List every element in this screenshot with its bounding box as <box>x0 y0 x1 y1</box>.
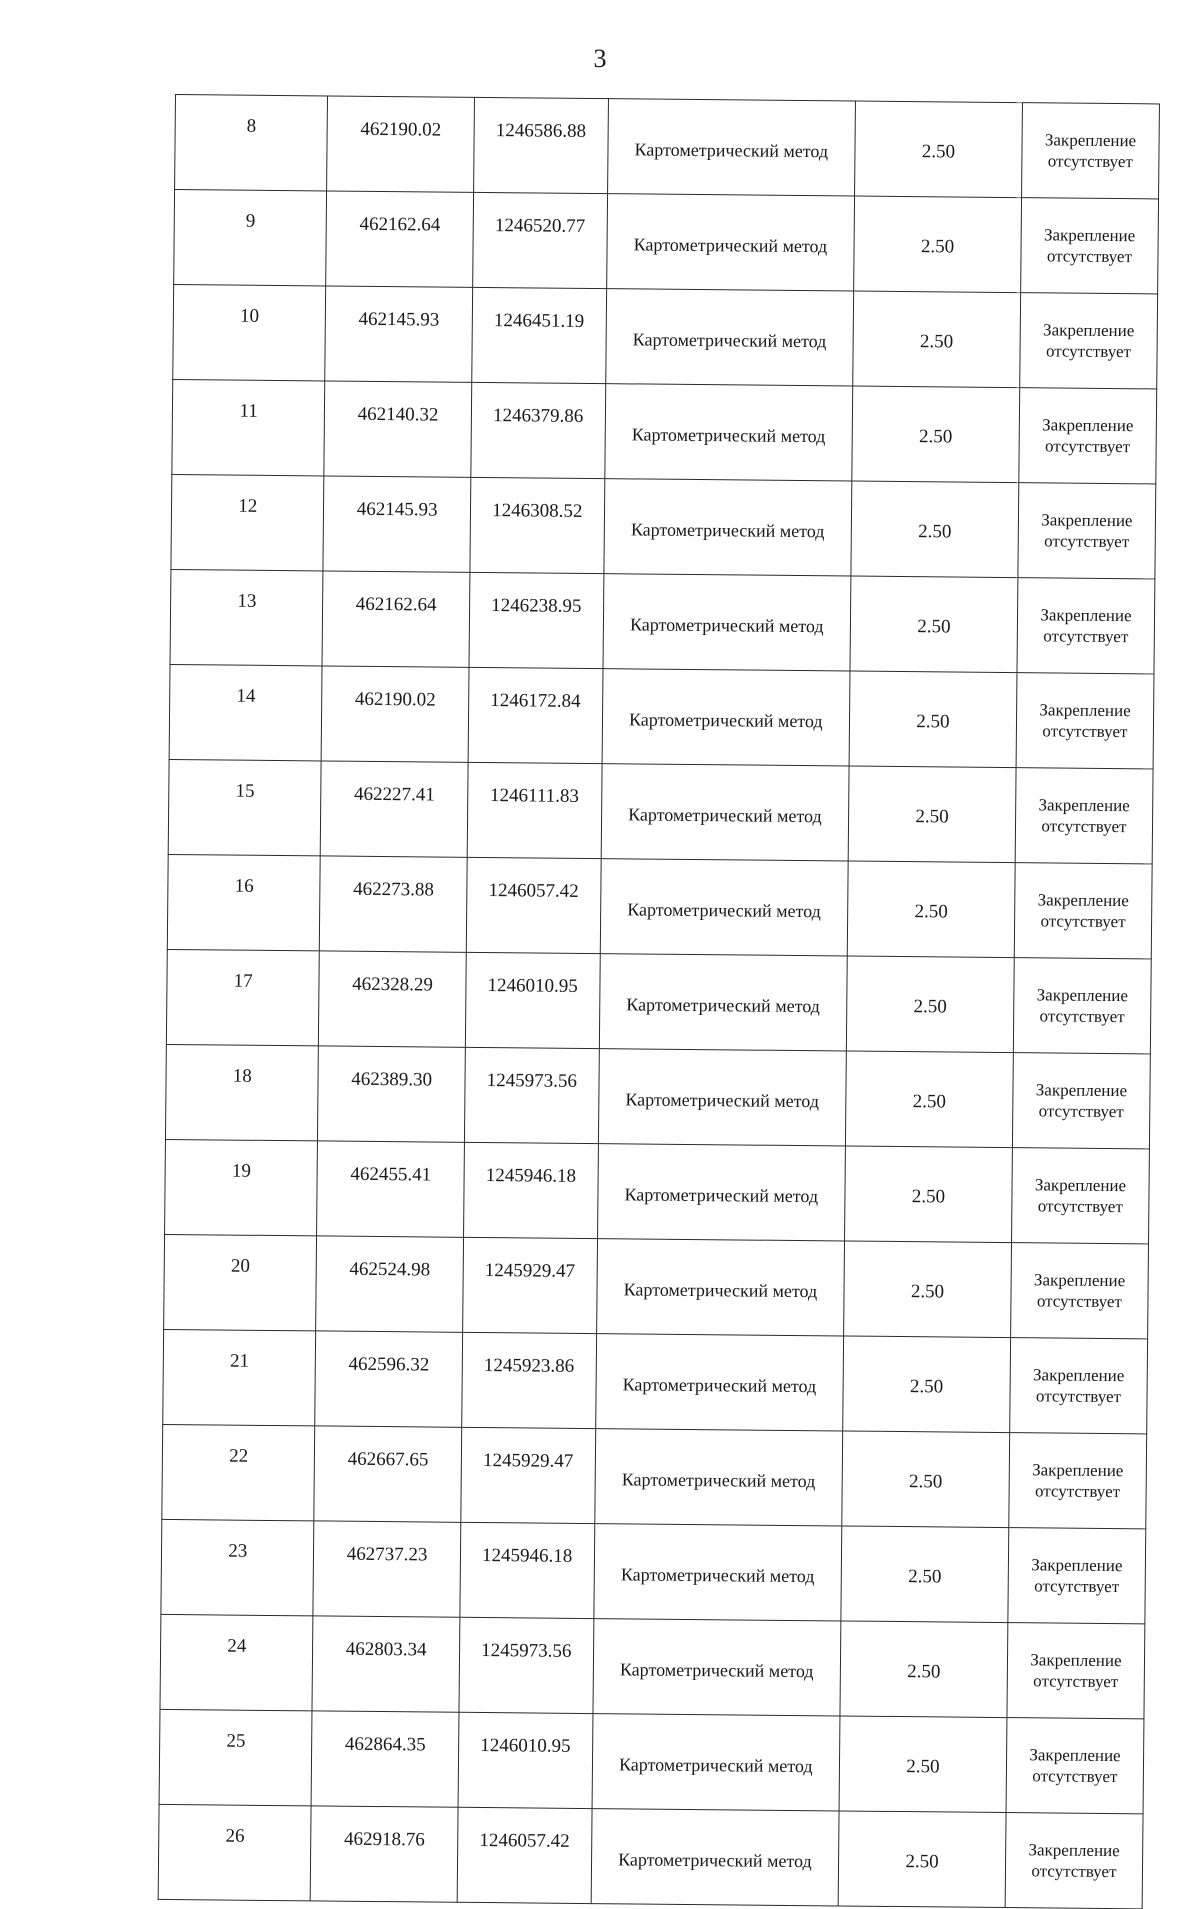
method-cell: Картометрический метод <box>602 669 850 766</box>
fixing-cell: Закрепление отсутствует <box>1014 863 1152 959</box>
accuracy-cell: 2.50 <box>854 196 1022 293</box>
x-coordinate-cell: 462918.76 <box>311 1806 458 1902</box>
x-coordinate-cell: 462864.35 <box>312 1711 459 1807</box>
point-number-cell: 21 <box>163 1329 316 1425</box>
y-coordinate-cell: 1246057.42 <box>457 1807 592 1903</box>
y-coordinate-cell: 1245929.47 <box>462 1237 597 1333</box>
accuracy-cell: 2.50 <box>844 1241 1012 1338</box>
point-number-cell: 20 <box>164 1234 317 1330</box>
fixing-cell: Закрепление отсутствует <box>1016 673 1154 769</box>
table-row <box>167 854 1152 958</box>
method-cell: Картометрический метод <box>592 1714 840 1811</box>
fixing-cell: Закрепление отсутствует <box>1010 1338 1148 1434</box>
page-number: 3 <box>593 44 607 73</box>
y-coordinate-cell: 1246172.84 <box>468 667 603 763</box>
x-coordinate-cell: 462227.41 <box>321 761 468 857</box>
point-number-cell: 16 <box>167 854 320 950</box>
accuracy-cell: 2.50 <box>851 481 1019 578</box>
fixing-cell: Закрепление отсутствует <box>1005 1813 1143 1909</box>
accuracy-cell: 2.50 <box>848 766 1016 863</box>
table-row <box>169 664 1154 768</box>
point-number-cell: 8 <box>175 95 328 191</box>
method-cell: Картометрический метод <box>607 99 855 196</box>
x-coordinate-cell: 462190.02 <box>327 96 474 192</box>
y-coordinate-cell: 1245923.86 <box>461 1332 596 1428</box>
x-coordinate-cell: 462803.34 <box>312 1616 459 1712</box>
method-cell: Картометрический метод <box>595 1334 843 1431</box>
y-coordinate-cell: 1246111.83 <box>467 762 602 858</box>
fixing-cell: Закрепление отсутствует <box>1020 293 1158 389</box>
accuracy-cell: 2.50 <box>839 1716 1007 1813</box>
coordinates-table <box>158 94 1160 1909</box>
x-coordinate-cell: 462162.64 <box>323 571 470 667</box>
point-number-cell: 19 <box>165 1139 318 1235</box>
accuracy-cell: 2.50 <box>838 1811 1006 1908</box>
accuracy-cell: 2.50 <box>855 101 1023 198</box>
table-row <box>163 1329 1148 1433</box>
fixing-cell: Закрепление отсутствует <box>1013 958 1151 1054</box>
method-cell: Картометрический метод <box>599 954 847 1051</box>
point-number-cell: 17 <box>166 949 319 1045</box>
point-number-cell: 23 <box>161 1519 314 1615</box>
fixing-cell: Закрепление отсутствует <box>1018 483 1156 579</box>
table-row <box>171 474 1156 578</box>
fixing-cell: Закрепление отсутствует <box>1011 1243 1149 1339</box>
x-coordinate-cell: 462140.32 <box>324 381 471 477</box>
x-coordinate-cell: 462667.65 <box>314 1426 461 1522</box>
table-row <box>165 1044 1150 1148</box>
y-coordinate-cell: 1246308.52 <box>470 477 605 573</box>
x-coordinate-cell: 462145.93 <box>323 476 470 572</box>
method-cell: Картометрический метод <box>596 1239 844 1336</box>
y-coordinate-cell: 1246010.95 <box>465 952 600 1048</box>
x-coordinate-cell: 462389.30 <box>318 1046 465 1142</box>
y-coordinate-cell: 1246379.86 <box>471 382 606 478</box>
fixing-cell: Закрепление отсутствует <box>1019 388 1157 484</box>
method-cell: Картометрический метод <box>606 194 854 291</box>
accuracy-cell: 2.50 <box>850 576 1018 673</box>
method-cell: Картометрический метод <box>595 1429 843 1526</box>
method-cell: Картометрический метод <box>605 289 853 386</box>
fixing-cell: Закрепление отсутствует <box>1006 1718 1144 1814</box>
accuracy-cell: 2.50 <box>847 861 1015 958</box>
x-coordinate-cell: 462328.29 <box>319 951 466 1047</box>
fixing-cell: Закрепление отсутствует <box>1021 198 1159 294</box>
y-coordinate-cell: 1246057.42 <box>466 857 601 953</box>
accuracy-cell: 2.50 <box>845 1051 1013 1148</box>
x-coordinate-cell: 462596.32 <box>315 1331 462 1427</box>
fixing-cell: Закрепление отсутствует <box>1008 1528 1146 1624</box>
y-coordinate-cell: 1246520.77 <box>472 192 607 288</box>
x-coordinate-cell: 462273.88 <box>320 856 467 952</box>
point-number-cell: 25 <box>159 1709 312 1805</box>
method-cell: Картометрический метод <box>598 1049 846 1146</box>
point-number-cell: 26 <box>158 1804 311 1900</box>
point-number-cell: 24 <box>160 1614 313 1710</box>
y-coordinate-cell: 1245946.18 <box>460 1522 595 1618</box>
fixing-cell: Закрепление отсутствует <box>1017 578 1155 674</box>
table-row <box>173 284 1158 388</box>
point-number-cell: 14 <box>169 664 322 760</box>
table-row <box>168 759 1153 863</box>
y-coordinate-cell: 1246010.95 <box>458 1712 593 1808</box>
fixing-cell: Закрепление отсутствует <box>1011 1148 1149 1244</box>
y-coordinate-cell: 1245973.56 <box>459 1617 594 1713</box>
fixing-cell: Закрепление отсутствует <box>1012 1053 1150 1149</box>
accuracy-cell: 2.50 <box>840 1621 1008 1718</box>
method-cell: Картометрический метод <box>604 479 852 576</box>
y-coordinate-cell: 1246238.95 <box>469 572 604 668</box>
point-number-cell: 12 <box>171 474 324 570</box>
coordinates-table-body <box>158 95 1159 1909</box>
table-row <box>172 379 1157 483</box>
accuracy-cell: 2.50 <box>853 291 1021 388</box>
table-row <box>161 1519 1146 1623</box>
accuracy-cell: 2.50 <box>841 1526 1009 1623</box>
table-row <box>175 95 1160 199</box>
table-row <box>174 190 1159 294</box>
y-coordinate-cell: 1246586.88 <box>473 97 608 193</box>
point-number-cell: 22 <box>162 1424 315 1520</box>
y-coordinate-cell: 1245929.47 <box>461 1427 596 1523</box>
x-coordinate-cell: 462145.93 <box>325 286 472 382</box>
table-row <box>164 1234 1149 1338</box>
fixing-cell: Закрепление отсутствует <box>1007 1623 1145 1719</box>
table-row <box>158 1804 1143 1908</box>
method-cell: Картометрический метод <box>605 384 853 481</box>
fixing-cell: Закрепление отсутствует <box>1021 103 1159 199</box>
method-cell: Картометрический метод <box>593 1619 841 1716</box>
y-coordinate-cell: 1246451.19 <box>472 287 607 383</box>
fixing-cell: Закрепление отсутствует <box>1015 768 1153 864</box>
x-coordinate-cell: 462455.41 <box>317 1141 464 1237</box>
x-coordinate-cell: 462162.64 <box>326 191 473 287</box>
accuracy-cell: 2.50 <box>852 386 1020 483</box>
y-coordinate-cell: 1245973.56 <box>464 1047 599 1143</box>
fixing-cell: Закрепление отсутствует <box>1009 1433 1147 1529</box>
table-row <box>160 1614 1145 1718</box>
x-coordinate-cell: 462737.23 <box>313 1521 460 1617</box>
method-cell: Картометрический метод <box>597 1144 845 1241</box>
table-row <box>170 569 1155 673</box>
x-coordinate-cell: 462190.02 <box>322 666 469 762</box>
y-coordinate-cell: 1245946.18 <box>463 1142 598 1238</box>
method-cell: Картометрический метод <box>594 1524 842 1621</box>
method-cell: Картометрический метод <box>600 859 848 956</box>
point-number-cell: 18 <box>165 1044 318 1140</box>
table-row <box>166 949 1151 1053</box>
table-row <box>159 1709 1144 1813</box>
table-row <box>165 1139 1150 1243</box>
accuracy-cell: 2.50 <box>849 671 1017 768</box>
x-coordinate-cell: 462524.98 <box>316 1236 463 1332</box>
point-number-cell: 13 <box>170 569 323 665</box>
accuracy-cell: 2.50 <box>842 1431 1010 1528</box>
accuracy-cell: 2.50 <box>845 1146 1013 1243</box>
point-number-cell: 11 <box>172 379 325 475</box>
accuracy-cell: 2.50 <box>846 956 1014 1053</box>
point-number-cell: 10 <box>173 284 326 380</box>
method-cell: Картометрический метод <box>603 574 851 671</box>
table-row <box>162 1424 1147 1528</box>
method-cell: Картометрический метод <box>601 764 849 861</box>
accuracy-cell: 2.50 <box>843 1336 1011 1433</box>
point-number-cell: 15 <box>168 759 321 855</box>
point-number-cell: 9 <box>174 190 327 286</box>
method-cell: Картометрический метод <box>591 1809 839 1906</box>
